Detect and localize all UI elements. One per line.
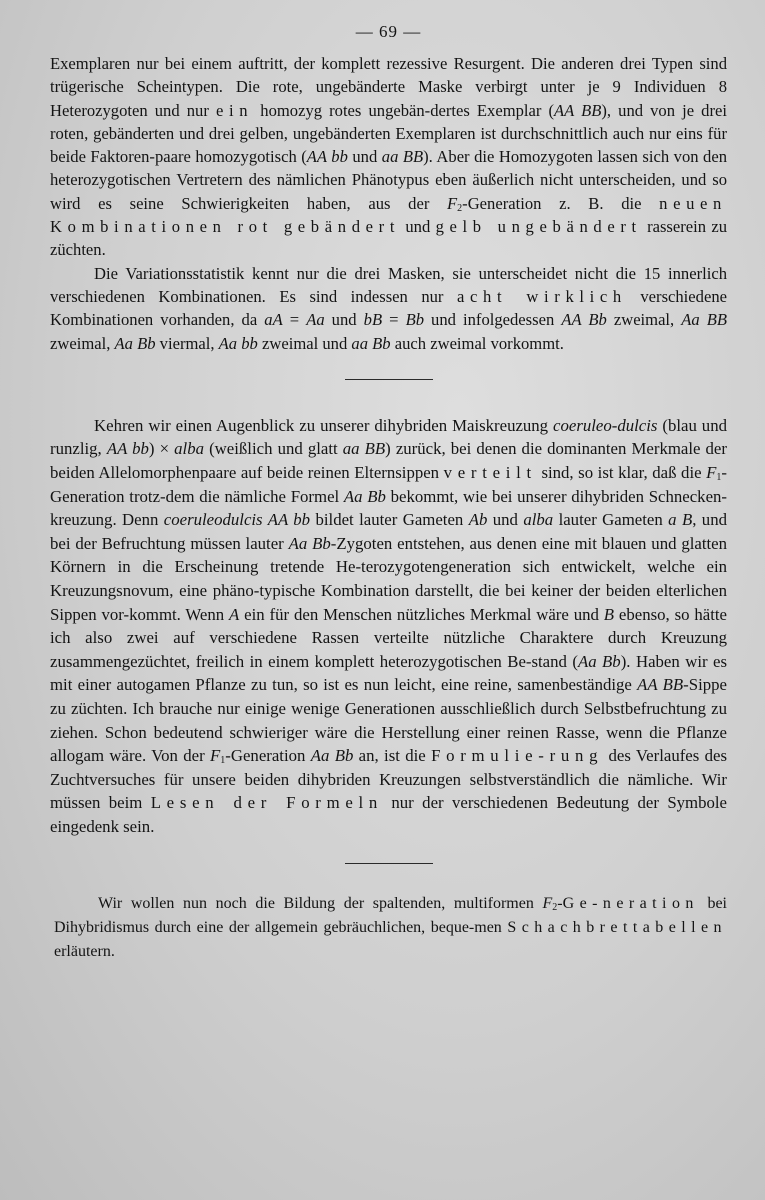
text: -Zygoten entstehen, aus denen eine mit blauen und glatten Körnern in die Erscheinung tretende He-terozygotengeneration sich entwickelt, welche ein Kreuzungsnovum, eine phäno-typische Kombination darstellt, die bei keiner der beiden elterlichen Sippen vor-kommt. Wenn [50, 533, 727, 624]
text: , und bei der Befruchtung müssen lauter [50, 510, 727, 553]
text: ein für den Menschen nützliches Merkmal wäre und [239, 604, 604, 624]
text: -Generation trotz-dem die nämliche Formel [50, 463, 727, 506]
paragraph-schachbrett [50, 892, 727, 964]
formula: AA bb [306, 147, 348, 167]
text: (weißlich und glatt [204, 439, 343, 459]
spaced-emphasis: Lesen der Formeln [150, 793, 383, 813]
formula: a B [668, 510, 693, 530]
text: ). Aber die Homozygoten lassen sich von den heterozygotischen Vertretern des nämlichen Phänotypus eben äußerlich nicht unterscheiden, und so wird es seine Schwierigkeiten haben, aus der [50, 147, 728, 213]
text: und [347, 147, 382, 167]
formula: AA BB [637, 675, 684, 695]
formula: Aa bb [218, 333, 258, 353]
generation-symbol: F [706, 463, 717, 483]
section-continuation [50, 52, 727, 355]
generation-subscript: 2 [457, 202, 463, 214]
text: und [324, 310, 364, 330]
generation-subscript: 1 [716, 472, 722, 484]
text: homozyg rotes ungebän-dertes Exemplar ( [253, 100, 555, 120]
text: ) zurück, bei denen die dominanten Merkmale der beiden Allelomorphenpaare auf beide reinen Elternsippen [50, 439, 727, 483]
text: zweimal, [50, 333, 115, 353]
spaced-emphasis: Ge-neration [562, 894, 699, 912]
paragraph-maiskreuzung [50, 414, 727, 839]
page-number: — 69 — [355, 22, 422, 41]
formula: Aa Bb [310, 746, 354, 766]
formula: AA bb [106, 439, 149, 459]
formula: Aa Bb [114, 333, 156, 353]
generation-symbol: F [542, 894, 553, 912]
text: ebenso, so hätte ich also zwei auf verschiedene Rassen verteilte nützliche Charaktere durch Kreuzung zusammengezüchtet, freilich in einem komplett heterozygotischen Be-stand ( [50, 604, 727, 671]
text: (blau und runzlig, [50, 415, 727, 459]
formula: A [229, 604, 240, 624]
text: und [400, 217, 436, 237]
formula: bB [363, 310, 383, 330]
text: zweimal, [606, 310, 682, 330]
text: ), und von je drei roten, gebänderten und drei gelben, ungebänderten Exemplaren ist durchschnittlich auch nur eins für beide Faktoren-paare homozygotisch ( [50, 100, 727, 167]
spaced-emphasis: ein [215, 100, 254, 120]
spaced-emphasis: Formulie-rung [431, 746, 604, 766]
text: des Verlaufes des Zuchtversuches für unsere beiden dihybriden Kreuzungen selbstverständlich die nämliche. Wir müssen beim [50, 746, 727, 813]
text: Wir wollen nun noch die Bildung der spaltenden, multiformen [98, 894, 543, 912]
formula: coeruleodulcis AA bb [163, 510, 311, 530]
section-divider [345, 379, 433, 380]
text: = [382, 310, 406, 330]
text: nur der verschiedenen Bedeutung der Symbole eingedenk sein. [50, 793, 728, 836]
generation-symbol: F [210, 746, 221, 766]
text: und infolgedessen [424, 310, 562, 330]
text: -Generation [225, 746, 311, 766]
paragraph-resurgent [50, 52, 727, 262]
text: bekommt, wie bei unserer dihybriden Schnecken-kreuzung. Denn [50, 486, 727, 530]
generation-subscript: 1 [220, 755, 226, 767]
formula: aa Bb [351, 333, 391, 353]
text: bei Dihybridismus durch eine der allgemein gebräuchlichen, beque-men [54, 894, 728, 936]
text: -Sippe zu züchten. Ich brauche nur einige wenige Generationen ausschließlich durch Selbstbefruchtung zu ziehen. Schon bedeutend schwieriger wäre die Herstellung einer reinen Rasse, wenn die Pflanze allogam wäre. Von der [50, 675, 727, 766]
text: an, ist die [353, 746, 432, 766]
formula: Aa BB [681, 310, 728, 330]
text: bildet lauter Gameten [310, 510, 469, 530]
formula: AA Bb [561, 310, 607, 330]
taxon-name: alba [174, 439, 204, 459]
formula: aa BB [381, 147, 424, 167]
formula: aA [264, 310, 283, 330]
text: ) × [148, 439, 175, 459]
spaced-emphasis: Schachbrettabellen [507, 918, 727, 936]
text: - [557, 894, 563, 912]
generation-symbol: F [447, 193, 458, 213]
taxon-name: alba [523, 510, 554, 530]
section-schachbrett [50, 892, 727, 964]
text: zweimal und [257, 333, 352, 353]
text: = [282, 310, 307, 330]
text: verschiedene Kombinationen vorhanden, da [50, 286, 727, 330]
formula: aa BB [342, 439, 386, 459]
section-divider [345, 863, 433, 864]
text: Exemplaren nur bei einem auftritt, der komplett rezessive Resurgent. Die anderen drei Typen sind trügerische Scheintypen. Die rote, ungebänderte Maske verbirgt unter je 9 Individuen 8 Heterozygoten und nur [50, 54, 727, 120]
text: lauter Gameten [553, 510, 669, 530]
spaced-emphasis: verteilt [443, 463, 537, 483]
text: -Generation z. B. die [462, 193, 660, 213]
spaced-emphasis: acht wirklich [457, 286, 627, 306]
formula: Aa Bb [577, 651, 621, 671]
text: viermal, [155, 333, 219, 353]
generation-subscript: 2 [552, 901, 558, 913]
text: Die Variationsstatistik kennt nur die drei Masken, sie unterscheidet nicht die 15 innerlich verschiedenen Kombinationen. Es sind indessen nur [50, 263, 727, 306]
formula: Aa [306, 310, 325, 330]
text: ). Haben wir es mit einer autogamen Pflanze zu tun, so ist es nun leicht, eine reine, samenbeständige [50, 651, 728, 695]
paragraph-variationsstatistik [50, 262, 727, 355]
spaced-emphasis: gelb ungebändert [435, 217, 642, 237]
text: sind, so ist klar, daß die [536, 463, 707, 483]
section-maiskreuzung [50, 414, 727, 839]
formula: B [603, 604, 615, 624]
spaced-emphasis: neuen Kombinationen rot gebändert [50, 193, 727, 237]
formula: Ab [468, 510, 488, 530]
text: rasserein zu züchten. [50, 217, 727, 260]
text: erläutern. [54, 942, 115, 960]
formula: Bb [405, 310, 424, 330]
formula: Aa Bb [288, 533, 331, 553]
text: Kehren wir einen Augenblick zu unserer dihybriden Maiskreuzung [94, 415, 554, 435]
taxon-name: coeruleo-dulcis [553, 415, 658, 435]
text: und [487, 510, 524, 530]
formula: AA BB [554, 100, 602, 120]
formula: Aa Bb [343, 486, 386, 506]
text: auch zweimal vorkommt. [390, 333, 564, 353]
